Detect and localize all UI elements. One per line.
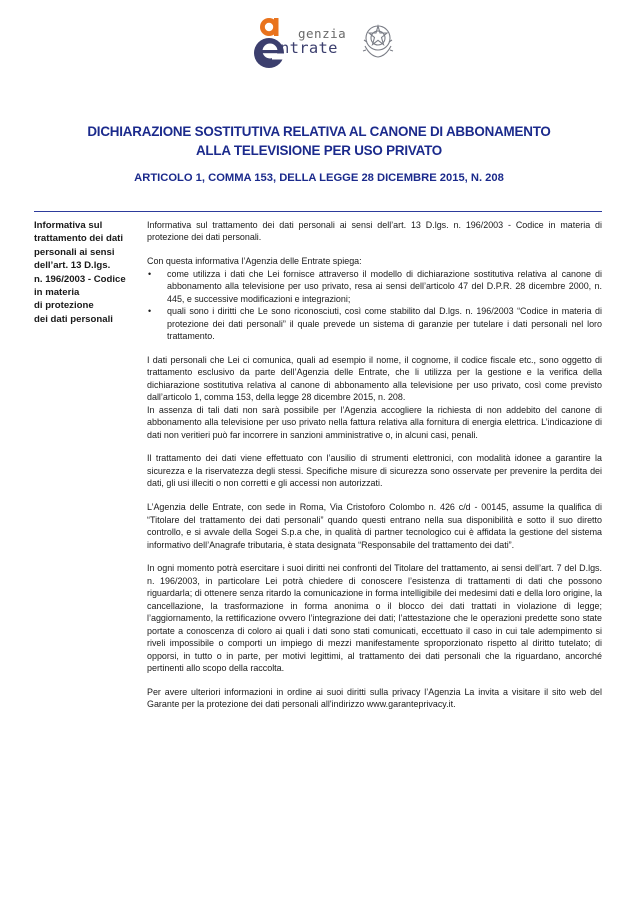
side-note-line: personali ai sensi	[34, 246, 115, 258]
list-item-text: come utilizza i dati che Lei fornisce attraverso il modello di dichiarazione sostitutiva relativa al canone di abbonamento alla televisione per uso privato, resa ai sensi dell’articolo 47 del D.P.R. 28 dicembre 2000, n. 445, e successive modificazioni e integrazioni;	[167, 268, 602, 304]
paragraph-security: Il trattamento dei dati viene effettuato con l’ausilio di strumenti elettronici, con modalità idonee a garantire la sicurezza e la riservatezza degli stessi. Specifiche misure di sicurezza sono osservate per prevenire la perdita dei dati, gli usi illeciti o non corretti e gli accessi non autorizzati.	[147, 453, 602, 489]
paragraph-controller: L’Agenzia delle Entrate, con sede in Roma, Via Cristoforo Colombo n. 426 c/d - 00145, assume la qualifica di “Titolare del trattamento dei dati personali” quando questi entrano nella sua disponibilità e sotto il suo diretto controllo, e si avvale della Sogei S.p.a che, in qualità di partner tecnologico cui è affidata la gestione del sistema informativo dell’Anagrafe tributaria, è stata designata “Responsabile del trattamento dei dati”.	[147, 502, 602, 550]
paragraph-data-usage: I dati personali che Lei ci comunica, quali ad esempio il nome, il cognome, il codice fiscale etc., sono oggetto di trattamento esclusivo da parte dell’Agenzia delle Entrate, che li utilizza per la gestione e la verifica della dichiarazione sostitutiva relativa al canone di abbonamento alla televisione per uso privato, così come previsto dall’articolo 1, comma 153, della legge 28 dicembre 2015, n. 208.	[147, 354, 602, 403]
side-note-line: dei dati personali	[34, 313, 113, 325]
side-note-line: in materia	[34, 287, 80, 299]
side-note-line: trattamento dei dati	[34, 233, 124, 245]
list-item-text: quali sono i diritti che Le sono riconosciuti, così come stabilito dal D.lgs. n. 196/2003 “Codice in materia di protezione dei dati personali” il quale prevede un sistema di garanzie per tutelare i dati personali nel loro trattamento.	[167, 306, 602, 342]
bullet-list	[147, 268, 602, 343]
italian-republic-emblem-icon	[360, 20, 396, 60]
side-note-line: di protezione	[34, 300, 94, 312]
side-note	[34, 219, 140, 326]
intro-paragraph: Informativa sul trattamento dei dati personali ai sensi dell’art. 13 D.lgs. n. 196/2003 - Codice in materia di protezione dei dati personali.	[147, 220, 602, 243]
paragraph-more-info: Per avere ulteriori informazioni in ordine ai suoi diritti sulla privacy l’Agenzia La invita a visitare il sito web del Garante per la protezione dei dati personali all'indirizzo www.garanteprivacy.it.	[147, 686, 602, 710]
title-line-1: DICHIARAZIONE SOSTITUTIVA RELATIVA AL CANONE DI ABBONAMENTO	[87, 124, 551, 139]
main-body	[147, 219, 602, 722]
header	[248, 10, 388, 80]
side-note-line: dell’art. 13 D.lgs.	[34, 260, 111, 272]
title-line-2: ALLA TELEVISIONE PER USO PRIVATO	[195, 143, 443, 158]
logo-text-entrate: ntrate	[280, 39, 338, 57]
logo-text-agenzia: genzia	[298, 26, 347, 41]
side-note-line: Informativa sul	[34, 220, 103, 231]
paragraph-rights: In ogni momento potrà esercitare i suoi diritti nei confronti del Titolare del trattamento, ai sensi dell’art. 7 del D.lgs. n. 196/2003, in particolare Lei potrà chiedere di conoscere l’esistenza di trattamenti di dati che possono riguardarla; di ottenere senza ritardo la comunicazione in forma intelligibile dei medesimi dati e della loro origine, la cancellazione, la trasformazione in forma anonima o il blocco dei dati trattati in violazione di legge; l’aggiornamento, la rettificazione ovvero l’integrazione dei dati; l’attestazione che le operazioni predette sono state portate a conoscenza di coloro ai quali i dati sono stati comunicati, eccettuato il caso in cui tale adempimento si riveli impossibile o comporti un impiego di mezzi manifestamente sproporzionato rispetto al diritto tutelato; di opporsi, in tutto o in parte, per motivi legittimi, al trattamento dei dati personali che la riguardano, ancorché pertinenti allo scopo della raccolta.	[147, 563, 602, 673]
document-subtitle: ARTICOLO 1, COMMA 153, DELLA LEGGE 28 DICEMBRE 2015, N. 208	[134, 172, 504, 184]
bullet-icon: •	[148, 268, 152, 279]
lead-paragraph: Con questa informativa l’Agenzia delle Entrate spiega:	[147, 256, 362, 267]
document-title	[40, 122, 598, 160]
paragraph-missing-data: In assenza di tali dati non sarà possibile per l’Agenzia accogliere la richiesta di non addebito del canone di abbonamento alla televisione per uso privato nella fattura relativa alla fornitura di energia elettrica. L’indicazione di dati non veritieri può far incorrere in sanzioni amministrative o, in alcuni casi, penali.	[147, 404, 602, 440]
list-item	[147, 268, 602, 305]
list-item	[147, 305, 602, 342]
bullet-icon: •	[148, 306, 152, 317]
side-note-line: n. 196/2003 - Codice	[34, 273, 126, 285]
horizontal-divider	[34, 211, 602, 212]
